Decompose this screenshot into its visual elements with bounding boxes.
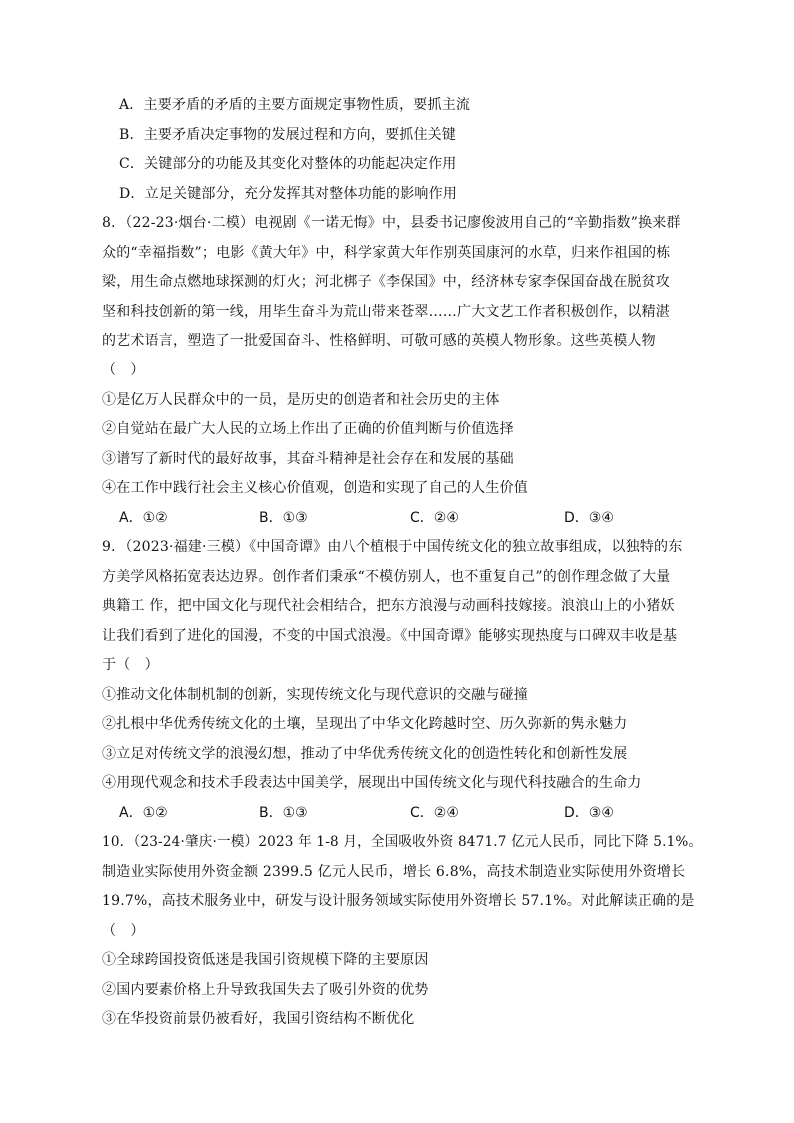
q9-statement-3: ③立足对传统文学的浪漫幻想，推动了中华优秀传统文化的创造性转化和创新性发展	[102, 746, 628, 762]
q7-option-d: D．立足关键部分，充分发挥其对整体功能的影响作用	[119, 186, 458, 202]
q9-stem-line: 9．（2023·福建·三模）《中国奇谭》由八个植根于中国传统文化的独立故事组成，以独特的东	[102, 539, 683, 555]
q9-option-a: A．①②	[119, 805, 168, 821]
q8-option-a: A．①②	[119, 510, 168, 526]
q10-stem-line: 制造业实际使用外资金额 2399.5 亿元人民币，增长 6.8%，高技术制造业实际使用外资增长	[102, 864, 686, 880]
q7-option-a: A．主要矛盾的矛盾的主要方面规定事物性质，要抓主流	[119, 97, 471, 113]
q8-stem-line: 坚和科技创新的第一线，用毕生奋斗为荒山带来苍翠……广大文艺工作者积极创作，以精湛	[102, 304, 670, 320]
q8-stem-line: 众的“幸福指数”；电影《黄大年》中，科学家黄大年作别英国康河的水草，归来作祖国的栋	[102, 245, 671, 261]
q10-statement-2: ②国内要素价格上升导致我国失去了吸引外资的优势	[102, 982, 429, 998]
q8-options-row	[119, 508, 699, 528]
q8-statement-3: ③谱写了新时代的最好故事，其奋斗精神是社会存在和发展的基础	[102, 451, 514, 467]
q10-stem-line: 10．（23-24·肇庆·一模）2023 年 1-8 月，全国吸收外资 8471.7 亿元人民币，同比下降 5.1%。	[102, 834, 703, 850]
q9-option-d: D．③④	[564, 805, 614, 821]
q8-option-c: C．②④	[410, 510, 459, 526]
q9-option-b: B．①③	[259, 805, 308, 821]
q9-option-c: C．②④	[410, 805, 459, 821]
q9-stem-line: 让我们看到了进化的国漫，不变的中国式浪漫。《中国奇谭》能够实现热度与口碑双丰收是基	[102, 628, 678, 644]
q8-statement-4: ④在工作中践行社会主义核心价值观，创造和实现了自己的人生价值	[102, 480, 528, 496]
q10-statement-1: ①全球跨国投资低迷是我国引资规模下降的主要原因	[102, 952, 429, 968]
q8-option-d: D．③④	[564, 510, 614, 526]
q8-statement-1: ①是亿万人民群众中的一员，是历史的创造者和社会历史的主体	[102, 392, 500, 408]
q7-option-b: B．主要矛盾决定事物的发展过程和方向，要抓住关键	[119, 127, 457, 143]
q8-stem-line: 8．（22-23·烟台·二模）电视剧《一诺无悔》中，县委书记廖俊波用自己的“辛勤指数”换来群	[102, 215, 681, 231]
q9-options-row	[119, 803, 699, 823]
q9-answer-blank: 于（ ）	[102, 657, 159, 673]
q9-statement-4: ④用现代观念和技术手段表达中国美学，展现出中国传统文化与现代科技融合的生命力	[102, 775, 642, 791]
q9-stem-line: 典籍工 作，把中国文化与现代社会相结合，把东方浪漫与动画科技嫁接。浪浪山上的小猪妖	[102, 598, 675, 614]
q9-stem-line: 方美学风格拓宽表达边界。创作者们秉承“不模仿别人，也不重复自己”的创作理念做了大量	[102, 569, 671, 585]
q8-stem-line: 的艺术语言，塑造了一批爱国奋斗、性格鲜明、可敬可感的英模人物形象。这些英模人物	[102, 333, 656, 349]
q10-stem-line: 19.7%，高技术服务业中，研发与设计服务领域实际使用外资增长 57.1%。对此解读正确的是	[102, 893, 695, 909]
q8-stem-line: 梁，用生命点燃地球探测的灯火；河北梆子《李保国》中，经济林专家李保国奋战在脱贫攻	[102, 274, 670, 290]
q9-statement-1: ①推动文化体制机制的创新，实现传统文化与现代意识的交融与碰撞	[102, 687, 528, 703]
q8-statement-2: ②自觉站在最广大人民的立场上作出了正确的价值判断与价值选择	[102, 421, 514, 437]
q8-option-b: B．①③	[259, 510, 308, 526]
q9-statement-2: ②扎根中华优秀传统文化的土壤，呈现出了中华文化跨越时空、历久弥新的隽永魅力	[102, 716, 628, 732]
q7-option-c: C．关键部分的功能及其变化对整体的功能起决定作用	[119, 156, 457, 172]
q10-answer-blank: （ ）	[102, 923, 145, 939]
q10-statement-3: ③在华投资前景仍被看好，我国引资结构不断优化	[102, 1011, 415, 1027]
q8-answer-blank: （ ）	[102, 362, 145, 378]
